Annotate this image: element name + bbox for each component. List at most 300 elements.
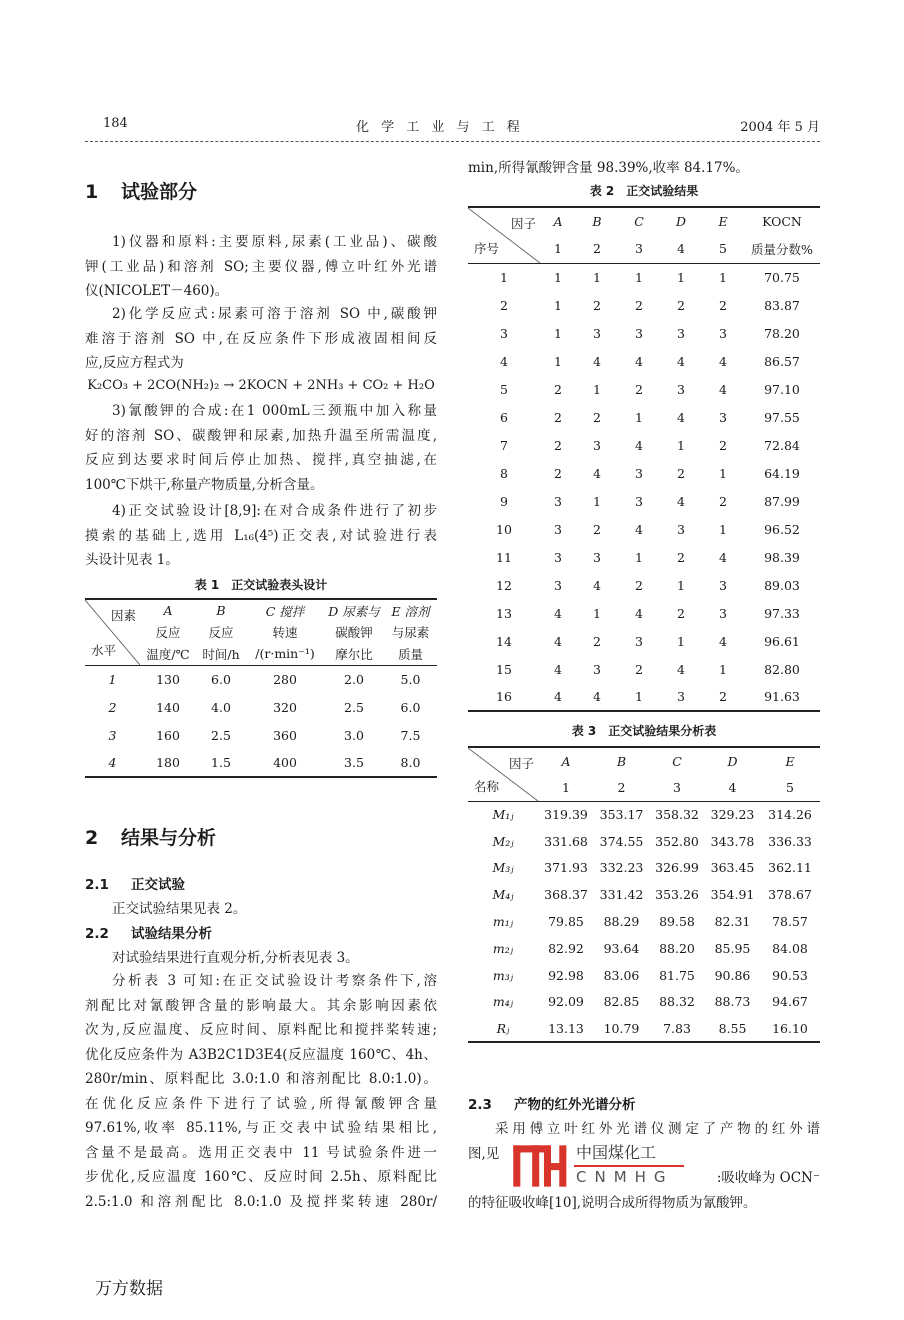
table-row — [468, 515, 820, 543]
table1-caption: 表 1 正交试验表头设计 — [194, 578, 328, 592]
issue-date: 2004 年 5 月 — [740, 120, 820, 135]
table-row — [468, 655, 820, 683]
table-row — [468, 263, 820, 291]
subsection-number: 2.1 — [85, 877, 109, 893]
table-cell: 1 — [554, 353, 562, 369]
row-label: 1 — [500, 269, 508, 285]
column-header: 温度/℃ — [140, 643, 196, 665]
table-row — [468, 962, 820, 989]
table-cell: 2 — [677, 605, 685, 621]
table-cell: 3 — [719, 577, 727, 593]
text-line: 头设计见表 1。 — [85, 552, 179, 568]
table-cell: 3 — [554, 577, 562, 593]
table-row — [468, 935, 820, 962]
mh-logo-icon — [510, 1143, 572, 1189]
table1 — [85, 598, 437, 778]
table-cell: 3 — [677, 689, 685, 704]
corner-label-top: 因子 — [508, 756, 534, 771]
row-label: 3 — [500, 325, 508, 341]
table-cell: 1 — [677, 269, 685, 285]
column-header: E — [718, 214, 728, 229]
table-cell: 4 — [593, 577, 601, 593]
subsection-title: 试验结果分析 — [131, 925, 212, 942]
table-cell: 314.26 — [768, 807, 812, 823]
table-cell: 2 — [635, 661, 643, 677]
table-cell: 2.5 — [344, 699, 364, 715]
table-cell: 7.83 — [663, 1020, 691, 1036]
row-label: m₃ⱼ — [492, 967, 514, 983]
table3-caption: 表 3 正交试验结果分析表 — [571, 724, 717, 738]
row-label: m₄ⱼ — [492, 994, 514, 1010]
table-cell: 4 — [677, 661, 685, 677]
table-cell: 90.53 — [772, 967, 808, 983]
column-header: 转速 — [272, 625, 298, 640]
table-cell: 358.32 — [655, 807, 699, 823]
column-header: 反应 — [155, 625, 181, 640]
text-line: 100℃下烘干,称量产物质量,分析含量。 — [85, 476, 324, 493]
table-cell: 2 — [554, 381, 562, 397]
table-cell: 1 — [719, 521, 727, 537]
reaction-equation — [85, 374, 437, 399]
table-cell: 84.08 — [772, 940, 808, 956]
table-cell: 363.45 — [710, 860, 755, 876]
row-label: 4 — [500, 353, 508, 369]
text-line: 钾(工业品)和溶剂 SO;主要仪器,傅立叶红外光谱 — [85, 258, 437, 275]
column-header: /(r·min⁻¹) — [246, 643, 324, 665]
table-cell: 94.67 — [772, 994, 808, 1010]
column-header: B — [216, 603, 226, 618]
table-cell: 4 — [635, 353, 643, 369]
table-cell: 2.5 — [211, 727, 231, 743]
table-cell: 78.20 — [764, 325, 800, 341]
table-cell: 1 — [635, 689, 643, 704]
table-cell: 97.55 — [764, 409, 800, 425]
table-cell: 72.84 — [764, 437, 800, 453]
section-title: 结果与分析 — [121, 827, 217, 849]
table-cell: 86.57 — [764, 353, 800, 369]
table-cell: 3 — [635, 465, 643, 481]
continued-text — [468, 156, 820, 181]
text-line: 步优化,反应温度 160℃、反应时间 2.5h、原料配比 — [85, 1169, 437, 1185]
table-cell: 3 — [554, 521, 562, 537]
table-cell: 8.0 — [400, 755, 421, 770]
table-row — [85, 693, 437, 721]
table-row — [468, 627, 820, 655]
table-cell: 88.20 — [659, 940, 695, 956]
table-cell: 180 — [156, 755, 180, 770]
corner-label-top: 因素 — [110, 608, 136, 623]
table-cell: 70.75 — [764, 269, 800, 285]
table-cell: 320 — [273, 699, 297, 715]
table-cell: 2 — [719, 493, 727, 509]
page-number: 184 — [103, 116, 128, 131]
table-cell: 1 — [677, 633, 685, 649]
table-cell: 3 — [719, 409, 727, 425]
footer-source: 万方数据 — [95, 1279, 163, 1299]
watermark-en-text: CNMHG — [576, 1168, 674, 1186]
column-header: 5 — [702, 235, 744, 263]
column-header: 2 — [576, 235, 618, 263]
table-cell: 4 — [677, 409, 685, 425]
text-line: 含量不是最高。选用正交表中 11 号试验条件进一 — [85, 1144, 437, 1161]
table-row — [468, 1015, 820, 1042]
paragraph-synthesis — [85, 399, 437, 497]
table-cell: 2 — [593, 297, 601, 313]
text-line: 2.5:1.0 和溶剂配比 8.0:1.0 及搅拌桨转速 280r/ — [85, 1193, 437, 1210]
table-cell: 79.85 — [548, 914, 584, 930]
table-cell: 130 — [156, 671, 180, 687]
text-line: 难溶于溶剂 SO 中,在反应条件下形成液固相间反 — [85, 330, 437, 347]
table-cell: 2.0 — [344, 671, 364, 687]
table-cell: 2 — [677, 465, 685, 481]
table-corner-cell — [85, 599, 140, 665]
table-cell: 1 — [719, 661, 727, 677]
table-cell: 4 — [554, 661, 562, 677]
table-cell: 83.06 — [603, 967, 640, 983]
table-row — [468, 683, 820, 711]
table2 — [468, 206, 820, 712]
table-corner-cell — [468, 747, 538, 801]
table-cell: 16.10 — [772, 1020, 808, 1036]
subsection-number: 2.3 — [468, 1097, 492, 1113]
table-cell: 4 — [635, 605, 643, 621]
table-cell: 343.78 — [710, 833, 755, 849]
table-cell: 1 — [635, 549, 643, 565]
table-cell: 3 — [554, 549, 562, 565]
table-cell: 92.09 — [548, 994, 584, 1010]
column-header: 4 — [705, 774, 760, 801]
row-label: 13 — [496, 605, 512, 621]
column-header: 质量分数% — [744, 235, 820, 263]
table-cell: 4 — [554, 605, 562, 621]
table-row — [468, 989, 820, 1016]
table-cell: 98.39 — [764, 549, 800, 565]
table-cell: 82.31 — [714, 914, 751, 930]
table-cell: 3 — [635, 633, 643, 649]
row-label: 7 — [500, 437, 508, 453]
text-line: 剂配比对氰酸钾含量的影响最大。其余影响因素依 — [85, 997, 437, 1014]
row-label: 1 — [108, 671, 117, 687]
table-cell: 83.87 — [764, 297, 800, 313]
table-cell: 4 — [719, 353, 727, 369]
paragraph-reaction — [85, 302, 437, 376]
column-header: 质量 — [384, 643, 437, 665]
table-cell: 332.23 — [599, 860, 644, 876]
column-header: B — [592, 214, 602, 229]
table-cell: 1 — [593, 381, 601, 397]
text-line: 分析表 3 可知:在正交试验设计考察条件下,溶 — [112, 973, 437, 989]
column-header: 碳酸钾 — [335, 625, 373, 640]
paragraph-analysis — [85, 969, 437, 1214]
table-cell: 90.86 — [714, 967, 751, 983]
table-row — [468, 881, 820, 908]
table-cell: 5.0 — [400, 671, 421, 687]
column-header: A — [163, 603, 173, 618]
table-cell: 354.91 — [710, 887, 755, 903]
table-cell: 78.57 — [772, 914, 808, 930]
column-header: 2 — [594, 774, 649, 801]
table-cell: 89.58 — [659, 914, 695, 930]
table-row — [468, 828, 820, 855]
text-line: 4)正交试验设计[8,9]:在对合成条件进行了初步 — [112, 503, 437, 519]
column-header: C — [634, 214, 644, 229]
table-cell: 4 — [677, 493, 685, 509]
row-label: 2 — [500, 297, 508, 313]
table-cell: 1 — [593, 493, 601, 509]
column-header: 反应 — [208, 625, 234, 640]
section-title: 试验部分 — [121, 181, 198, 203]
text-line: 仪(NICOLET－460)。 — [85, 283, 229, 299]
column-header: 1 — [540, 235, 576, 263]
row-label: 16 — [496, 689, 512, 704]
table-cell: 2 — [593, 409, 601, 425]
section-number: 1 — [85, 181, 99, 203]
table-cell: 4 — [593, 689, 601, 704]
table-cell: 3.5 — [344, 755, 364, 770]
text-line: min,所得氰酸钾含量 98.39%,收率 84.17%。 — [468, 160, 749, 176]
table-cell: 1 — [554, 325, 562, 341]
subsection-title: 正交试验 — [131, 877, 185, 893]
column-header: 4 — [660, 235, 702, 263]
table-row — [468, 571, 820, 599]
column-header: KOCN — [762, 214, 802, 229]
corner-label-bottom: 名称 — [474, 778, 500, 794]
table-row — [468, 375, 820, 403]
table-cell: 1 — [635, 409, 643, 425]
table-cell: 2 — [719, 689, 727, 704]
table-cell: 353.17 — [599, 807, 644, 823]
row-label: M₁ⱼ — [492, 807, 514, 823]
corner-label-bottom: 水平 — [91, 642, 117, 658]
table-cell: 96.61 — [764, 633, 800, 649]
table-corner-cell — [468, 207, 540, 263]
table-cell: 64.19 — [764, 465, 800, 481]
table-cell: 2 — [554, 465, 562, 481]
table-cell: 7.5 — [400, 727, 421, 743]
table-cell: 82.85 — [603, 994, 640, 1010]
table-cell: 89.03 — [764, 577, 800, 593]
table-cell: 4 — [719, 549, 727, 565]
table-cell: 82.92 — [548, 940, 584, 956]
table-cell: 400 — [273, 755, 297, 770]
column-header: B — [616, 753, 627, 769]
table-cell: 2 — [635, 381, 643, 397]
table-cell: 329.23 — [710, 807, 755, 823]
header-rule — [85, 141, 820, 142]
subsection-number: 2.2 — [85, 925, 109, 942]
text-line: 3)氰酸钾的合成:在1 000mL三颈瓶中加入称量 — [112, 403, 437, 419]
corner-label-top: 因子 — [510, 216, 536, 231]
text-line: 2)化学反应式:尿素可溶于溶剂 SO 中,碳酸钾 — [112, 306, 437, 322]
text-fragment: :吸收峰为 OCN⁻ — [716, 1170, 820, 1186]
text-line: 采用傅立叶红外光谱仪测定了产物的红外谱 — [495, 1121, 820, 1137]
table-cell: 92.98 — [548, 967, 584, 983]
text-line: 摸索的基础上,选用 L₁₆(4⁵)正交表,对试验进行表 — [85, 527, 437, 544]
subsection-title: 产物的红外光谱分析 — [514, 1097, 636, 1113]
table-cell: 374.55 — [599, 833, 644, 849]
table-cell: 1 — [719, 269, 727, 285]
table-row — [468, 319, 820, 347]
table-cell: 360 — [273, 727, 297, 743]
corner-label-bottom: 序号 — [474, 240, 500, 256]
column-header: 时间/h — [196, 643, 246, 665]
section-2-heading — [85, 823, 437, 850]
table-cell: 1.5 — [211, 755, 231, 770]
column-header: 5 — [760, 774, 820, 801]
column-header: D 尿素与 — [328, 603, 380, 619]
table-cell: 85.95 — [714, 940, 751, 956]
table-cell: 82.80 — [764, 661, 800, 677]
table-cell: 3 — [635, 325, 643, 341]
row-label: 9 — [500, 493, 508, 509]
table-cell: 96.52 — [764, 521, 800, 537]
row-label: 10 — [496, 521, 512, 537]
section-number: 2 — [85, 827, 99, 849]
table-cell: 3 — [677, 381, 685, 397]
row-label: 8 — [500, 465, 508, 481]
text-line: 好的溶剂 SO、碳酸钾和尿素,加热升温至所需温度, — [85, 427, 437, 444]
table-row — [85, 749, 437, 777]
table-cell: 3 — [635, 493, 643, 509]
table-cell: 3 — [719, 605, 727, 621]
table-row — [468, 403, 820, 431]
table-cell: 3 — [593, 437, 601, 453]
table-cell: 91.63 — [764, 689, 800, 704]
table-cell: 280 — [273, 671, 297, 687]
text-line: 正交试验结果见表 2。 — [112, 901, 247, 917]
table-cell: 2 — [593, 633, 601, 649]
table-cell: 3.0 — [344, 727, 364, 743]
table-cell: 319.39 — [544, 807, 588, 823]
row-label: Rⱼ — [496, 1020, 510, 1036]
table-cell: 88.32 — [659, 994, 695, 1010]
table-cell: 6.0 — [211, 671, 231, 687]
watermark-cn-text: 中国煤化工 — [576, 1143, 657, 1162]
text-line: 对试验结果进行直观分析,分析表见表 3。 — [112, 949, 359, 966]
text-line: 280r/min、原料配比 3.0:1.0 和溶剂配比 8.0:1.0)。 — [85, 1071, 437, 1087]
table-cell: 93.64 — [603, 940, 640, 956]
row-label: 5 — [500, 381, 508, 397]
table-cell: 3 — [677, 325, 685, 341]
table-cell: 1 — [677, 437, 685, 453]
row-label: 4 — [108, 755, 117, 770]
text-line: 的特征吸收峰[10],说明合成所得物质为氰酸钾。 — [468, 1194, 757, 1211]
table-cell: 352.80 — [655, 833, 699, 849]
table-cell: 4 — [554, 633, 562, 649]
table-cell: 2 — [635, 297, 643, 313]
table-cell: 140 — [156, 699, 180, 715]
column-header: A — [561, 753, 571, 769]
text-line: 97.61%,收率 85.11%,与正交表中试验结果相比, — [85, 1120, 437, 1136]
table-cell: 336.33 — [768, 833, 812, 849]
table-cell: 3 — [677, 521, 685, 537]
column-header: 1 — [538, 774, 594, 801]
section-1-heading — [85, 177, 437, 204]
table-cell: 87.99 — [764, 493, 800, 509]
table-cell: 331.42 — [599, 887, 644, 903]
table-cell: 2 — [554, 409, 562, 425]
table-cell: 4 — [635, 437, 643, 453]
row-label: m₁ⱼ — [492, 914, 514, 930]
equation-text: K₂CO₃ + 2CO(NH₂)₂ → 2KOCN + 2NH₃ + CO₂ + H₂O — [87, 378, 435, 393]
text-line: 应,反应方程式为 — [85, 355, 184, 371]
row-label: M₂ⱼ — [492, 833, 514, 849]
table-cell: 81.75 — [659, 967, 695, 983]
row-label: 6 — [500, 409, 508, 425]
table-row — [468, 908, 820, 935]
table-cell: 331.68 — [544, 833, 588, 849]
row-label: 14 — [496, 633, 512, 649]
table-cell: 2 — [719, 437, 727, 453]
table-cell: 3 — [593, 661, 601, 677]
paragraph-design — [85, 499, 437, 573]
column-header: E 溶剂 — [391, 603, 430, 619]
text-line: 次为,反应温度、反应时间、原料配比和搅拌桨转速; — [85, 1022, 437, 1038]
table-cell: 1 — [554, 269, 562, 285]
table-row — [468, 431, 820, 459]
table-cell: 1 — [677, 577, 685, 593]
table-cell: 1 — [719, 465, 727, 481]
table-cell: 4 — [677, 353, 685, 369]
table-cell: 2 — [635, 577, 643, 593]
table-row — [468, 487, 820, 515]
table-cell: 3 — [554, 493, 562, 509]
table-cell: 4.0 — [211, 699, 231, 715]
table-row — [468, 291, 820, 319]
journal-title: 化 学 工 业 与 工 程 — [356, 120, 524, 135]
table-cell: 368.37 — [544, 887, 588, 903]
column-header: 3 — [618, 235, 660, 263]
table-cell: 3 — [593, 549, 601, 565]
table3 — [468, 746, 820, 1043]
row-label: 3 — [108, 727, 117, 743]
column-header: C 搅拌 — [265, 603, 305, 619]
table-cell: 1 — [593, 605, 601, 621]
column-header: D — [727, 753, 738, 769]
table-cell: 1 — [554, 297, 562, 313]
table-cell: 362.11 — [768, 860, 812, 876]
table-row — [85, 721, 437, 749]
table-cell: 88.73 — [714, 994, 751, 1010]
text-line: 优化反应条件为 A3B2C1D3E4(反应温度 160℃、4h、 — [85, 1046, 437, 1063]
table-cell: 353.26 — [655, 887, 699, 903]
subsection-2-1 — [85, 873, 437, 970]
table-row — [468, 347, 820, 375]
row-label: M₃ⱼ — [492, 860, 514, 876]
row-label: M₄ⱼ — [492, 887, 514, 903]
table-cell: 1 — [593, 269, 601, 285]
table-cell: 13.13 — [548, 1020, 584, 1036]
table-cell: 3 — [719, 325, 727, 341]
column-header: A — [553, 214, 563, 229]
table-cell: 2 — [677, 297, 685, 313]
table-row — [468, 543, 820, 571]
text-line: 在优化反应条件下进行了试验,所得氰酸钾含量 — [85, 1095, 437, 1112]
row-label: m₂ⱼ — [492, 940, 514, 956]
table-cell: 371.93 — [544, 860, 588, 876]
table-cell: 97.33 — [764, 605, 800, 621]
text-line: 图,见 — [468, 1145, 500, 1162]
table-cell: 378.67 — [768, 887, 812, 903]
row-label: 11 — [496, 549, 512, 565]
table-cell: 2 — [719, 297, 727, 313]
table-row — [85, 665, 437, 693]
table-cell: 4 — [593, 465, 601, 481]
table-cell: 8.55 — [718, 1020, 747, 1036]
row-label: 15 — [496, 661, 512, 677]
column-header: 摩尔比 — [324, 643, 384, 665]
table-cell: 2 — [677, 549, 685, 565]
